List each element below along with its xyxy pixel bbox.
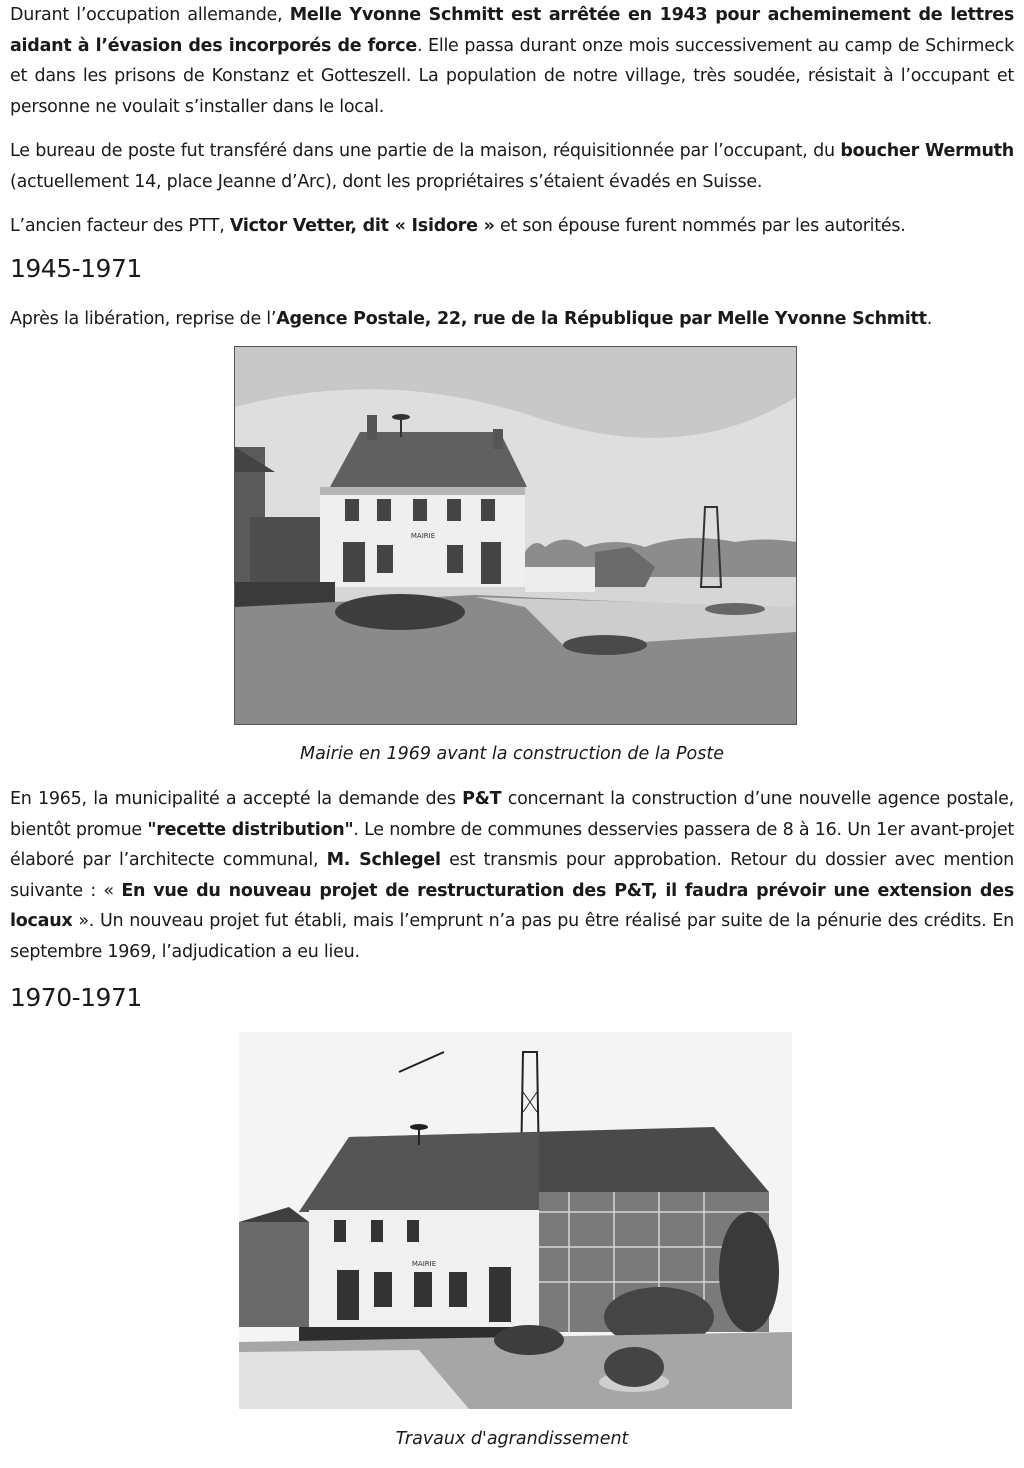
paragraph-construction-1965: En 1965, la municipalité a accepté la demande des P&T concernant la construction d’une nouvelle agence postale, bientôt promue "recette distribution". Le nombre de communes desservies passera de 8 à 16. Un 1er avant-projet élaboré par l’architecte communal, M. Schlegel est transmis pour approbation. Retour du dossier avec mention suivante : « En vue du nouveau projet de restructuration des P&T, il faudra prévoir une extension des locaux ». Un nouveau projet fut établi, mais l’emprunt n’a pas pu être réalisé par suite de la pénurie des crédits. En septembre 1969, l’adjudication a eu lieu. bbox=[10, 789, 1015, 962]
mairie-sign-2: MAIRIE bbox=[411, 1260, 437, 1268]
heading-1970-1971: 1970-1971 bbox=[10, 983, 142, 1012]
paragraph-bureau-transfer: Le bureau de poste fut transféré dans une partie de la maison, réquisitionnée par l’occupant, du boucher Wermuth (actuellement 14, place Jeanne d’Arc), dont les propriétaires s’étaient évadés en Suisse. bbox=[10, 141, 1014, 192]
paragraph-liberation: Après la libération, reprise de l’Agence Postale, 22, rue de la République par Melle Yvonne Schmitt. bbox=[10, 309, 933, 329]
paragraph-occupation: Durant l’occupation allemande, Melle Yvonne Schmitt est arrêtée en 1943 pour acheminement de lettres aidant à l’évasion des incorporés de force. Elle passa durant onze mois successivement au camp de Schirmeck et dans les prisons de Konstanz et Gotteszell. La population de notre village, très soudée, résistait à l’occupant et personne ne voulait s’installer dans le local. bbox=[10, 5, 1014, 117]
photo-travaux-agrandissement bbox=[239, 1032, 792, 1409]
caption-mairie-1969: Mairie en 1969 avant la construction de la Poste bbox=[299, 744, 725, 764]
mairie-sign: MAIRIE bbox=[410, 532, 436, 540]
caption-travaux: Travaux d'agrandissement bbox=[395, 1429, 629, 1449]
paragraph-facteur: L’ancien facteur des PTT, Victor Vetter, dit « Isidore » et son épouse furent nommés par les autorités. bbox=[10, 216, 906, 236]
heading-1945-1971: 1945-1971 bbox=[10, 254, 142, 283]
photo-mairie-1969 bbox=[234, 346, 797, 725]
